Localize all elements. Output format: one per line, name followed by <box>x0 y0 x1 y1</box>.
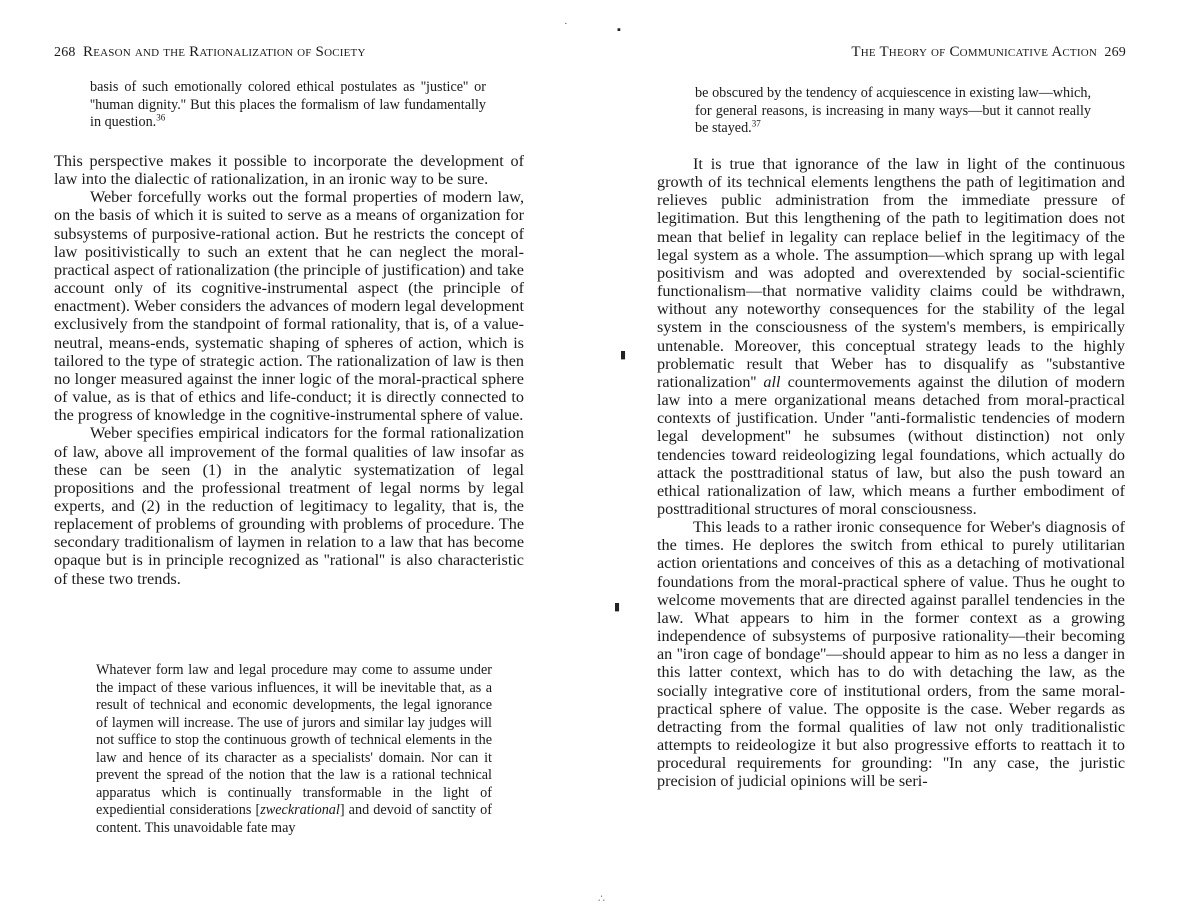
left-quote-2-italic: zweckrational <box>260 802 340 818</box>
left-quote-1-text: basis of such emotionally colored ethical postulates as ''justice'' or ''human dignity.'' But this places the formalism of law fundamentally in question. <box>90 79 486 130</box>
left-quote-2-text-a: Whatever form law and legal procedure may come to assume under the impact of these various influences, it will be inevitable that, as a result of technical and economic developments, the legal ignorance of laymen will increase. The use of jurors and similar lay judges will not suffice to stop the continuous growth of technical elements in the law and hence of its character as a specialists' domain. Nor can it prevent the spread of the notion that the law is a rational technical apparatus which is continually transformable in the light of expediential considerations [ <box>96 662 492 818</box>
left-block-quote-weber <box>96 662 492 837</box>
gutter-speck: ▮ <box>620 349 627 361</box>
gutter-speck: · <box>564 18 568 30</box>
gutter-speck: ∴ <box>598 893 605 905</box>
right-running-title: The Theory of Communicative Action <box>851 44 1097 60</box>
left-paragraph-2: Weber forcefully works out the formal properties of modern law, on the basis of which it is suited to serve as a means of organization for subsystems of purposive-rational action. But he restricts the concept of law positivistically to such an extent that he can neglect the moral-practical aspect of rationalization (the principle of justification) and take account only of its cognitive-instrumental aspect (the principle of enactment). Weber considers the advances of modern legal development exclusively from the standpoint of formal rationality, that is, of a value-neutral, means-ends, systematic shaping of spheres of action, which is tailored to the type of strategic action. The rationalization of law is then no longer measured against the inner logic of the moral-practical sphere of value, as is that of ethics and life-conduct; it is directly connected to the progress of knowledge in the cognitive-instrumental sphere of value. <box>54 188 524 425</box>
right-paragraph-1 <box>657 155 1125 518</box>
left-paragraph-1: This perspective makes it possible to incorporate the development of law into the dialectic of rationalization, in an ironic way to be sure. <box>54 152 524 189</box>
right-paragraph-1-italic: all <box>763 372 781 391</box>
left-body-text <box>54 152 524 588</box>
right-paragraph-2: This leads to a rather ironic consequence for Weber's diagnosis of the times. He deplores the switch from ethical to purely utilitarian action orientations and conceives of this as a detaching of motivational foundations from the moral-practical sphere of value. Thus he ought to welcome movements that are directed against parallel tendencies in the law. What appears to him in the former context as a growing independence of subsystems of purposive rationality—their becoming an ''iron cage of bondage''—should appear to him as no less a danger in this latter context, which has to do with detaching the law, as the socially integrative core of institutional orders, from the same moral-practical sphere of value. The opposite is the case. Weber regards as detracting from the formal qualities of law not only traditionalistic attempts to reideologize it but also progressive efforts to reattach it to procedural requirements for grounding: ''In any case, the juristic precision of judicial opinions will be seri- <box>657 518 1125 791</box>
right-body-text <box>657 155 1125 790</box>
right-paragraph-1-text: It is true that ignorance of the law in light of the continuous growth of its technical elements lengthens the path of legitimation and relieves public administration from the immediate pressure of legitimation. But this lengthening of the path to legitimation does not mean that belief in legality can replace belief in the legitimacy of the legal system as a whole. The assumption—which sprang up with legal positivism and was adopted and overextended by social-scientific functionalism—that normative validity claims could be withdrawn, without any noteworthy consequences for the stability of the legal system in the consciousness of the system's members, is empirically untenable. Moreover, this conceptual strategy leads to the highly problematic result that Weber has to disqualify as ''substantive rationalization'' <box>657 155 1125 391</box>
left-running-title: Reason and the Rationalization of Society <box>83 44 366 60</box>
left-paragraph-3: Weber specifies empirical indicators for the formal rationalization of law, above all improvement of the formal qualities of law insofar as these can be seen (1) in the analytic systematization of legal propositions and the professional treatment of legal norms by legal experts, and (2) in the reduction of legitimacy to legality, that is, the replacement of problems of grounding with problems of procedure. The secondary traditionalism of laymen in relation to a law that has become opaque but is in principle recognized as ''rational'' is also characteristic of these two trends. <box>54 424 524 588</box>
right-quote-1-text: be obscured by the tendency of acquiescence in existing law—which, for general reasons, is increasing in many ways—but it cannot really be stayed. <box>695 85 1091 136</box>
right-page-number: 269 <box>1104 45 1126 60</box>
left-quote-2-text-b: ] and devoid of sanctity of content. This unavoidable fate may <box>96 802 492 836</box>
right-running-head <box>851 44 1126 61</box>
left-block-quote-continued <box>90 79 486 132</box>
gutter-speck: ▮ <box>614 601 621 613</box>
right-block-quote-continued <box>695 85 1091 138</box>
gutter-speck: ▪ <box>617 24 621 36</box>
footnote-ref-36: 36 <box>156 112 166 123</box>
footnote-ref-37: 37 <box>751 118 761 129</box>
left-running-head <box>54 44 366 61</box>
right-paragraph-1-rest: countermovements against the dilution of modern law into a mere organizational means detached from moral-practical contexts of justification. Under ''anti-formalistic tendencies of modern legal development'' he subsumes (without distinction) not only tendencies toward reideologizing legal foundations, which actually do attack the posttraditional status of law, but also the push toward an ethical rationalization of law, which means a further embodiment of posttraditional structures of moral consciousness. <box>657 372 1126 518</box>
right-page <box>628 0 1188 908</box>
left-page <box>0 0 560 908</box>
left-page-number: 268 <box>54 45 76 60</box>
